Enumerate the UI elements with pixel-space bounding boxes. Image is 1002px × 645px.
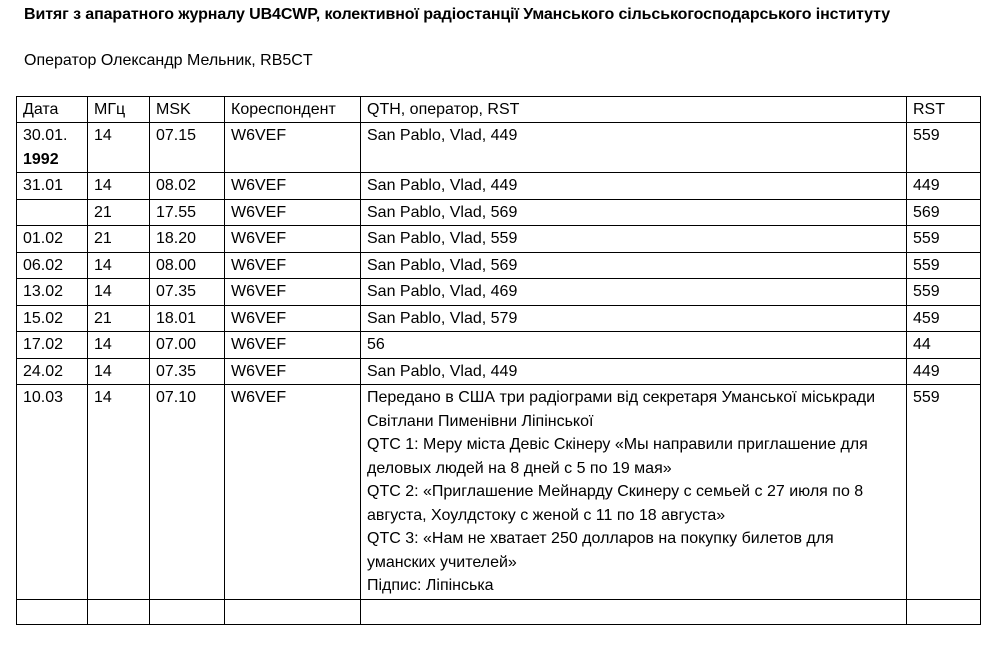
cell-mhz: 14 — [88, 358, 150, 385]
cell-mhz: 14 — [88, 385, 150, 600]
cell-qth: 56 — [361, 332, 907, 359]
cell-mhz: 14 — [88, 123, 150, 173]
table-row — [17, 252, 981, 279]
cell-mhz: 21 — [88, 226, 150, 253]
cell-qth: San Pablo, Vlad, 449 — [361, 358, 907, 385]
cell-msk: 07.15 — [150, 123, 225, 173]
cell-callsign: W6VEF — [225, 199, 361, 226]
cell-rst: 559 — [907, 279, 981, 306]
cell-msk: 07.35 — [150, 358, 225, 385]
cell-empty — [17, 599, 88, 624]
cell-qth: San Pablo, Vlad, 569 — [361, 252, 907, 279]
cell-date: 24.02 — [17, 358, 88, 385]
message-qtc-2: QTC 2: «Приглашение Мейнарду Скинеру с семьей с 27 июля по 8 августа, Хоулдстоку с женой с 11 по 18 августа» — [367, 483, 864, 524]
table-row — [17, 123, 981, 173]
log-table — [16, 96, 981, 625]
cell-rst: 449 — [907, 173, 981, 200]
cell-qth: San Pablo, Vlad, 469 — [361, 279, 907, 306]
cell-date: 31.01 — [17, 173, 88, 200]
cell-msk: 18.20 — [150, 226, 225, 253]
document-title: Витяг з апаратного журналу UB4CWP, колективної радіостанції Уманського сільськогосподарського інституту — [24, 6, 891, 23]
cell-empty — [361, 599, 907, 624]
cell-callsign: W6VEF — [225, 173, 361, 200]
header-msk: MSK — [150, 97, 225, 123]
message-qtc-1: QTC 1: Меру міста Девіс Скінеру «Мы направили приглашение для деловых людей на 8 дней с 5 по 19 мая» — [367, 436, 868, 477]
message-qtc-3: QTC 3: «Нам не хватает 250 долларов на покупку билетов для уманских учителей» — [367, 530, 834, 571]
cell-date — [17, 123, 88, 173]
cell-empty — [907, 599, 981, 624]
cell-callsign: W6VEF — [225, 358, 361, 385]
cell-msk: 07.10 — [150, 385, 225, 600]
cell-mhz: 14 — [88, 332, 150, 359]
cell-msk: 08.00 — [150, 252, 225, 279]
cell-callsign: W6VEF — [225, 385, 361, 600]
cell-date: 06.02 — [17, 252, 88, 279]
cell-mhz: 21 — [88, 305, 150, 332]
cell-date: 13.02 — [17, 279, 88, 306]
message-signature: Підпис: Ліпінська — [367, 577, 494, 594]
cell-date — [17, 199, 88, 226]
cell-date: 17.02 — [17, 332, 88, 359]
cell-mhz: 14 — [88, 252, 150, 279]
cell-rst: 459 — [907, 305, 981, 332]
cell-callsign: W6VEF — [225, 123, 361, 173]
header-rst: RST — [907, 97, 981, 123]
cell-callsign: W6VEF — [225, 252, 361, 279]
cell-callsign: W6VEF — [225, 279, 361, 306]
year-text: 1992 — [23, 150, 59, 168]
table-row — [17, 173, 981, 200]
cell-qth: San Pablo, Vlad, 569 — [361, 199, 907, 226]
cell-qth: San Pablo, Vlad, 579 — [361, 305, 907, 332]
cell-msk: 07.00 — [150, 332, 225, 359]
cell-empty — [150, 599, 225, 624]
cell-qth: San Pablo, Vlad, 449 — [361, 173, 907, 200]
message-intro: Передано в США три радіограми від секретаря Уманської міськради Світлани Пименівни Ліпінської — [367, 389, 876, 430]
cell-mhz: 14 — [88, 279, 150, 306]
cell-empty — [88, 599, 150, 624]
cell-callsign: W6VEF — [225, 226, 361, 253]
table-row — [17, 332, 981, 359]
empty-table-row — [17, 599, 981, 624]
cell-message — [361, 385, 907, 600]
operator-line: Оператор Олександр Мельник, RB5CT — [24, 52, 313, 69]
cell-rst: 559 — [907, 123, 981, 173]
table-row — [17, 226, 981, 253]
header-mhz: МГц — [88, 97, 150, 123]
cell-msk: 17.55 — [150, 199, 225, 226]
cell-msk: 18.01 — [150, 305, 225, 332]
cell-empty — [225, 599, 361, 624]
table-row — [17, 199, 981, 226]
date-text: 30.01. — [23, 127, 68, 144]
cell-date: 10.03 — [17, 385, 88, 600]
table-row — [17, 305, 981, 332]
header-date: Дата — [17, 97, 88, 123]
cell-mhz: 14 — [88, 173, 150, 200]
cell-rst: 449 — [907, 358, 981, 385]
cell-rst: 44 — [907, 332, 981, 359]
cell-qth: San Pablo, Vlad, 449 — [361, 123, 907, 173]
cell-mhz: 21 — [88, 199, 150, 226]
cell-rst: 569 — [907, 199, 981, 226]
cell-rst: 559 — [907, 252, 981, 279]
cell-callsign: W6VEF — [225, 332, 361, 359]
cell-rst: 559 — [907, 226, 981, 253]
table-row — [17, 358, 981, 385]
cell-qth: San Pablo, Vlad, 559 — [361, 226, 907, 253]
header-qth: QTH, оператор, RST — [361, 97, 907, 123]
header-correspondent: Кореспондент — [225, 97, 361, 123]
cell-msk: 08.02 — [150, 173, 225, 200]
table-row — [17, 385, 981, 600]
table-row — [17, 279, 981, 306]
cell-date: 01.02 — [17, 226, 88, 253]
cell-rst: 559 — [907, 385, 981, 600]
cell-callsign: W6VEF — [225, 305, 361, 332]
table-header-row — [17, 97, 981, 123]
cell-date: 15.02 — [17, 305, 88, 332]
cell-msk: 07.35 — [150, 279, 225, 306]
